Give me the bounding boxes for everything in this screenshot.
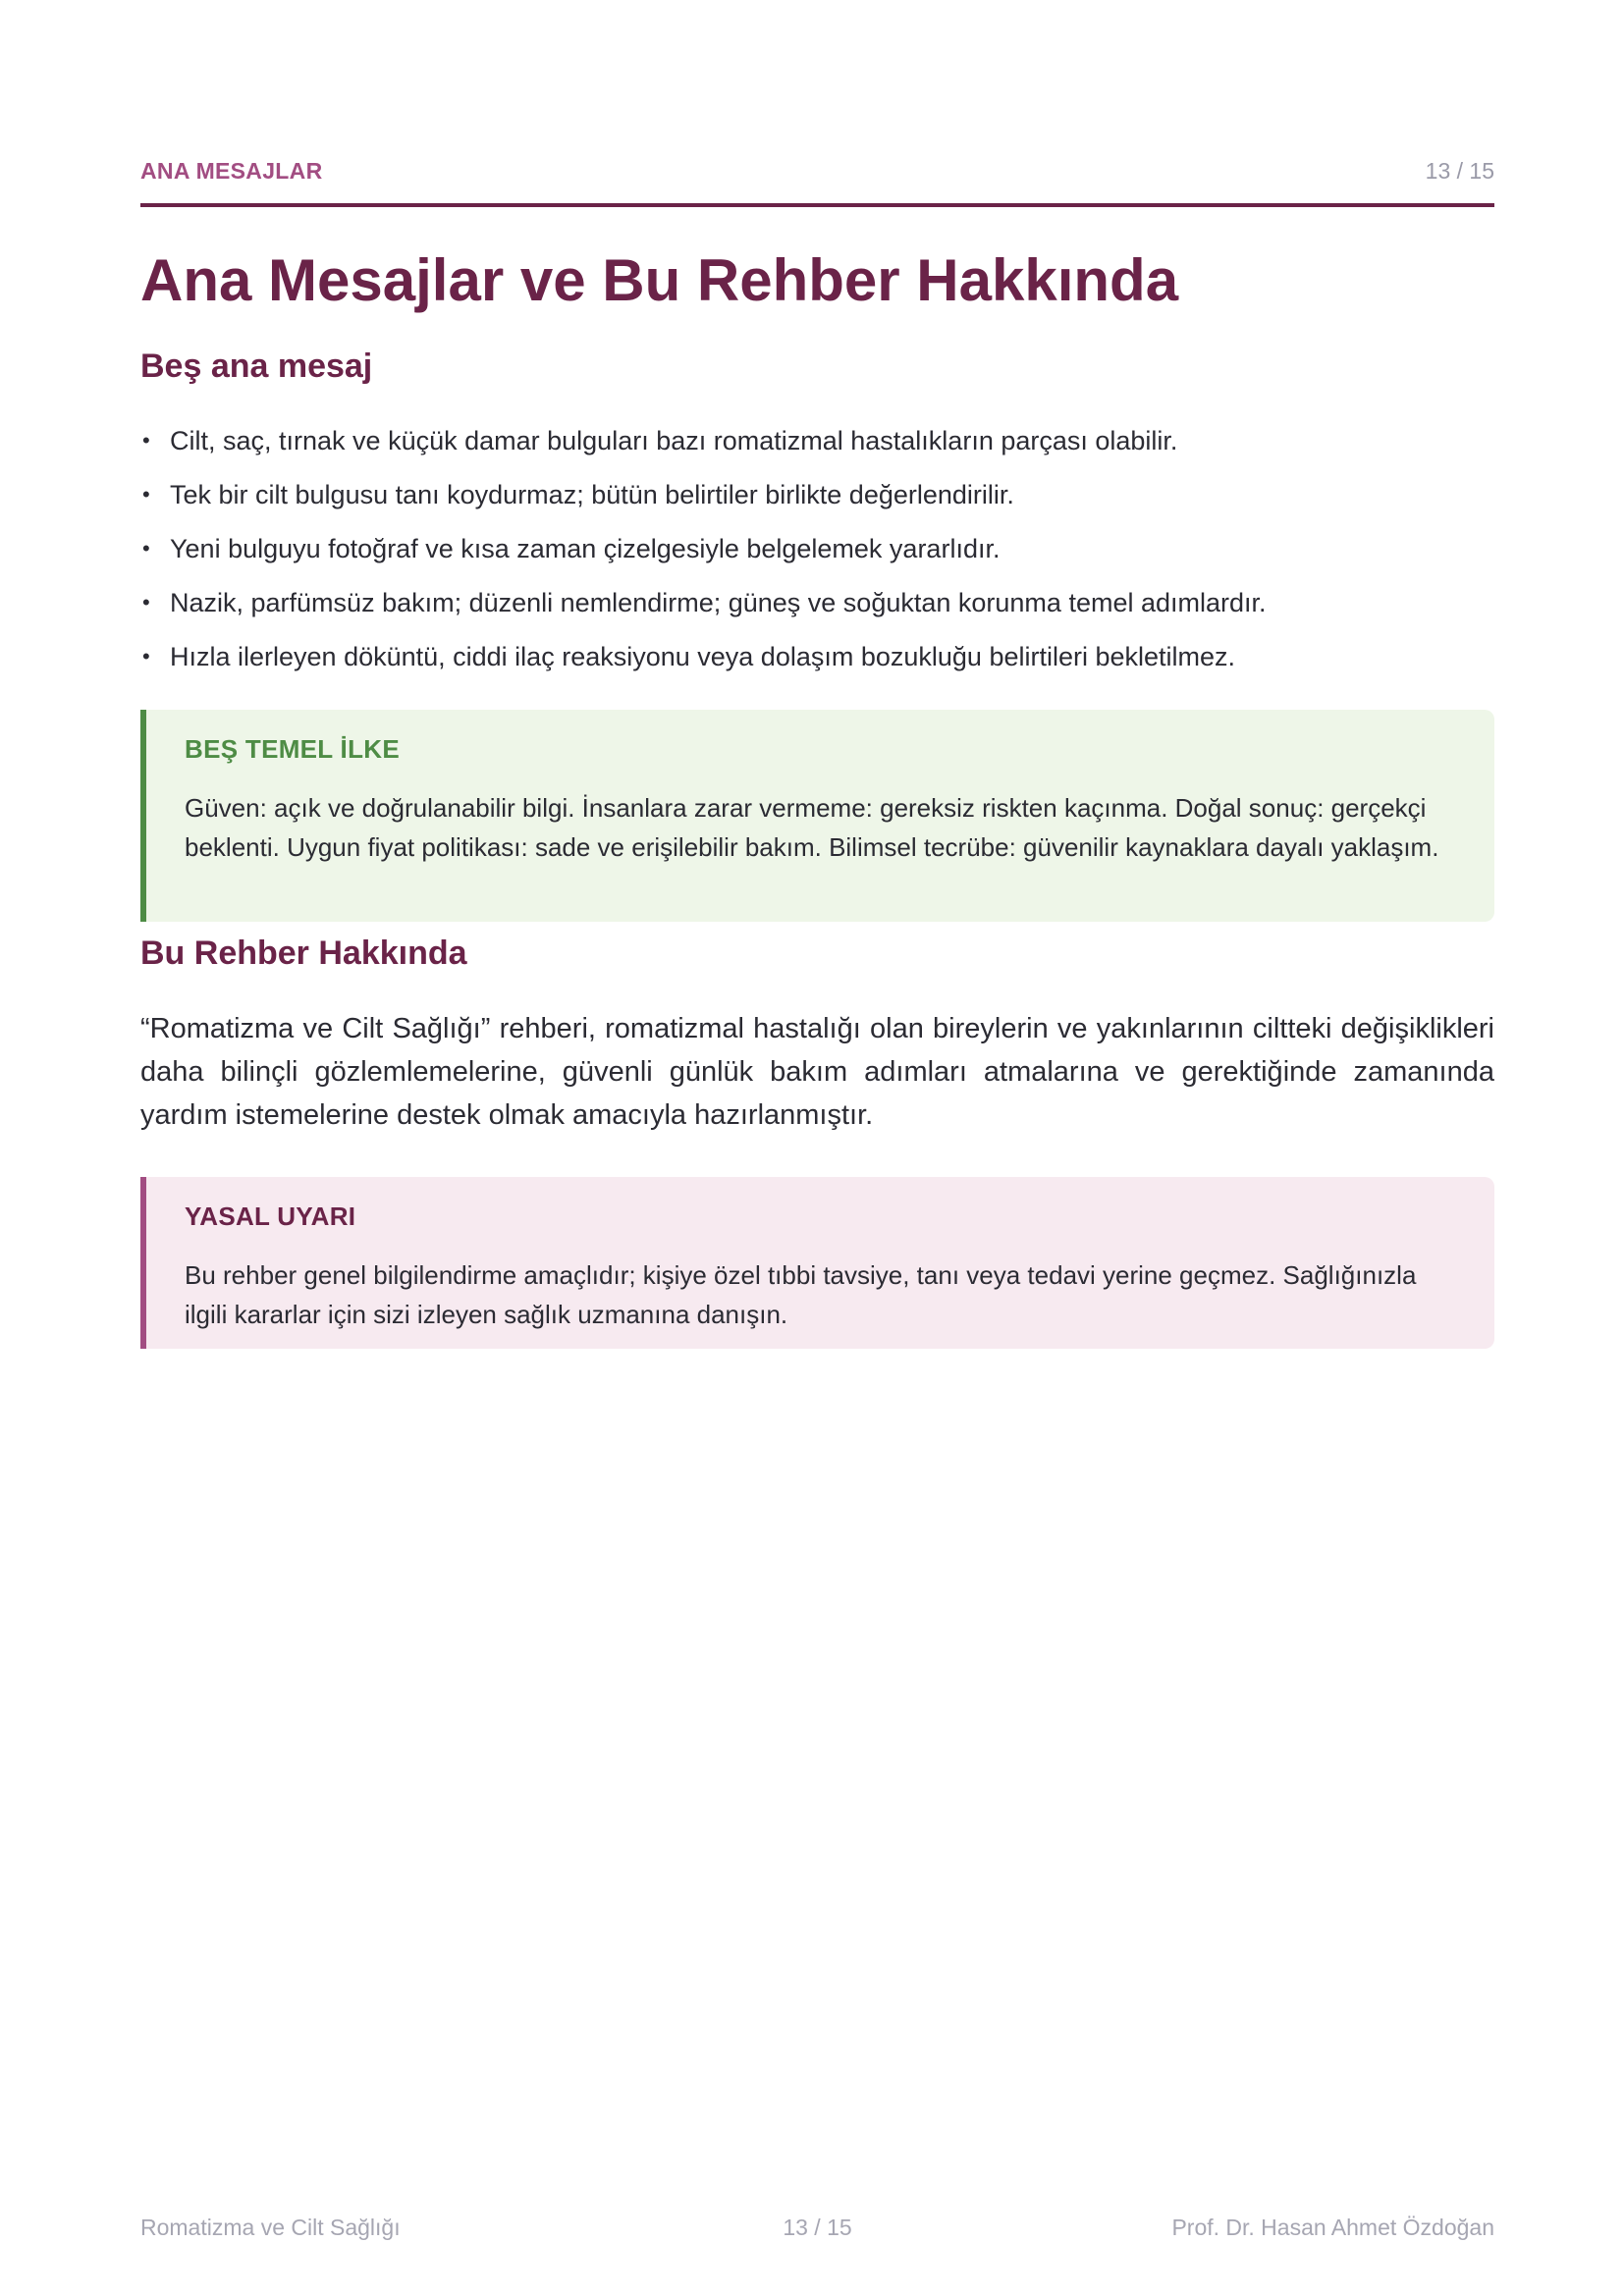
footer-author: Prof. Dr. Hasan Ahmet Özdoğan	[1171, 2215, 1494, 2240]
list-item-text: Nazik, parfümsüz bakım; düzenli nemlendirme; güneş ve soğuktan korunma temel adımlardır.	[170, 588, 1267, 617]
list-item	[140, 585, 1494, 639]
list-item	[140, 423, 1494, 477]
list-item	[140, 639, 1494, 693]
section-label: ANA MESAJLAR	[140, 157, 323, 184]
list-item-text: Tek bir cilt bulgusu tanı koydurmaz; bütün belirtiler birlikte değerlendirilir.	[170, 480, 1014, 509]
running-footer	[140, 2215, 1494, 2244]
header-divider	[140, 203, 1494, 207]
footer-document-title: Romatizma ve Cilt Sağlığı	[140, 2215, 401, 2240]
key-messages-list	[140, 423, 1494, 693]
page-title: Ana Mesajlar ve Bu Rehber Hakkında	[140, 247, 1179, 313]
key-messages-heading: Beş ana mesaj	[140, 347, 373, 385]
disclaimer-text: Bu rehber genel bilgilendirme amaçlıdır; kişiye özel tıbbi tavsiye, tanı veya tedavi yerine geçmez. Sağlığınızla ilgili kararlar için sizi izleyen sağlık uzmanına danışın.	[185, 1260, 1417, 1329]
about-heading: Bu Rehber Hakkında	[140, 934, 467, 972]
bullet-icon: •	[142, 644, 150, 668]
disclaimer-title: YASAL UYARI	[185, 1201, 356, 1231]
bullet-icon: •	[142, 428, 150, 453]
footer-page-counter: 13 / 15	[783, 2215, 852, 2240]
list-item	[140, 477, 1494, 531]
principles-title: BEŞ TEMEL İLKE	[185, 734, 400, 764]
principles-text: Güven: açık ve doğrulanabilir bilgi. İnsanlara zarar vermeme: gereksiz riskten kaçınma. Doğal sonuç: gerçekçi beklenti. Uygun fiyat politikası: sade ve erişilebilir bakım. Bilimsel tecrübe: güvenilir kaynaklara dayalı yaklaşım.	[185, 793, 1439, 862]
list-item-text: Hızla ilerleyen döküntü, ciddi ilaç reaksiyonu veya dolaşım bozukluğu belirtileri bekletilmez.	[170, 642, 1236, 671]
bullet-icon: •	[142, 482, 150, 507]
list-item-text: Yeni bulguyu fotoğraf ve kısa zaman çizelgesiyle belgelemek yararlıdır.	[170, 534, 1001, 563]
bullet-icon: •	[142, 536, 150, 561]
page-counter-top: 13 / 15	[1425, 157, 1494, 184]
running-header	[140, 156, 1494, 186]
disclaimer-callout	[140, 1177, 1494, 1349]
principles-callout	[140, 710, 1494, 922]
bullet-icon: •	[142, 590, 150, 614]
about-paragraph: “Romatizma ve Cilt Sağlığı” rehberi, romatizmal hastalığı olan bireylerin ve yakınlarının ciltteki değişiklikleri daha bilinçli gözlemlemelerine, güvenli günlük bakım adımları atmalarına ve gerektiğinde zamanında yardım istemelerine destek olmak amacıyla hazırlanmıştır.	[140, 1013, 1494, 1131]
list-item	[140, 531, 1494, 585]
list-item-text: Cilt, saç, tırnak ve küçük damar bulguları bazı romatizmal hastalıkların parçası olabilir.	[170, 426, 1178, 455]
document-page	[140, 0, 1494, 2296]
